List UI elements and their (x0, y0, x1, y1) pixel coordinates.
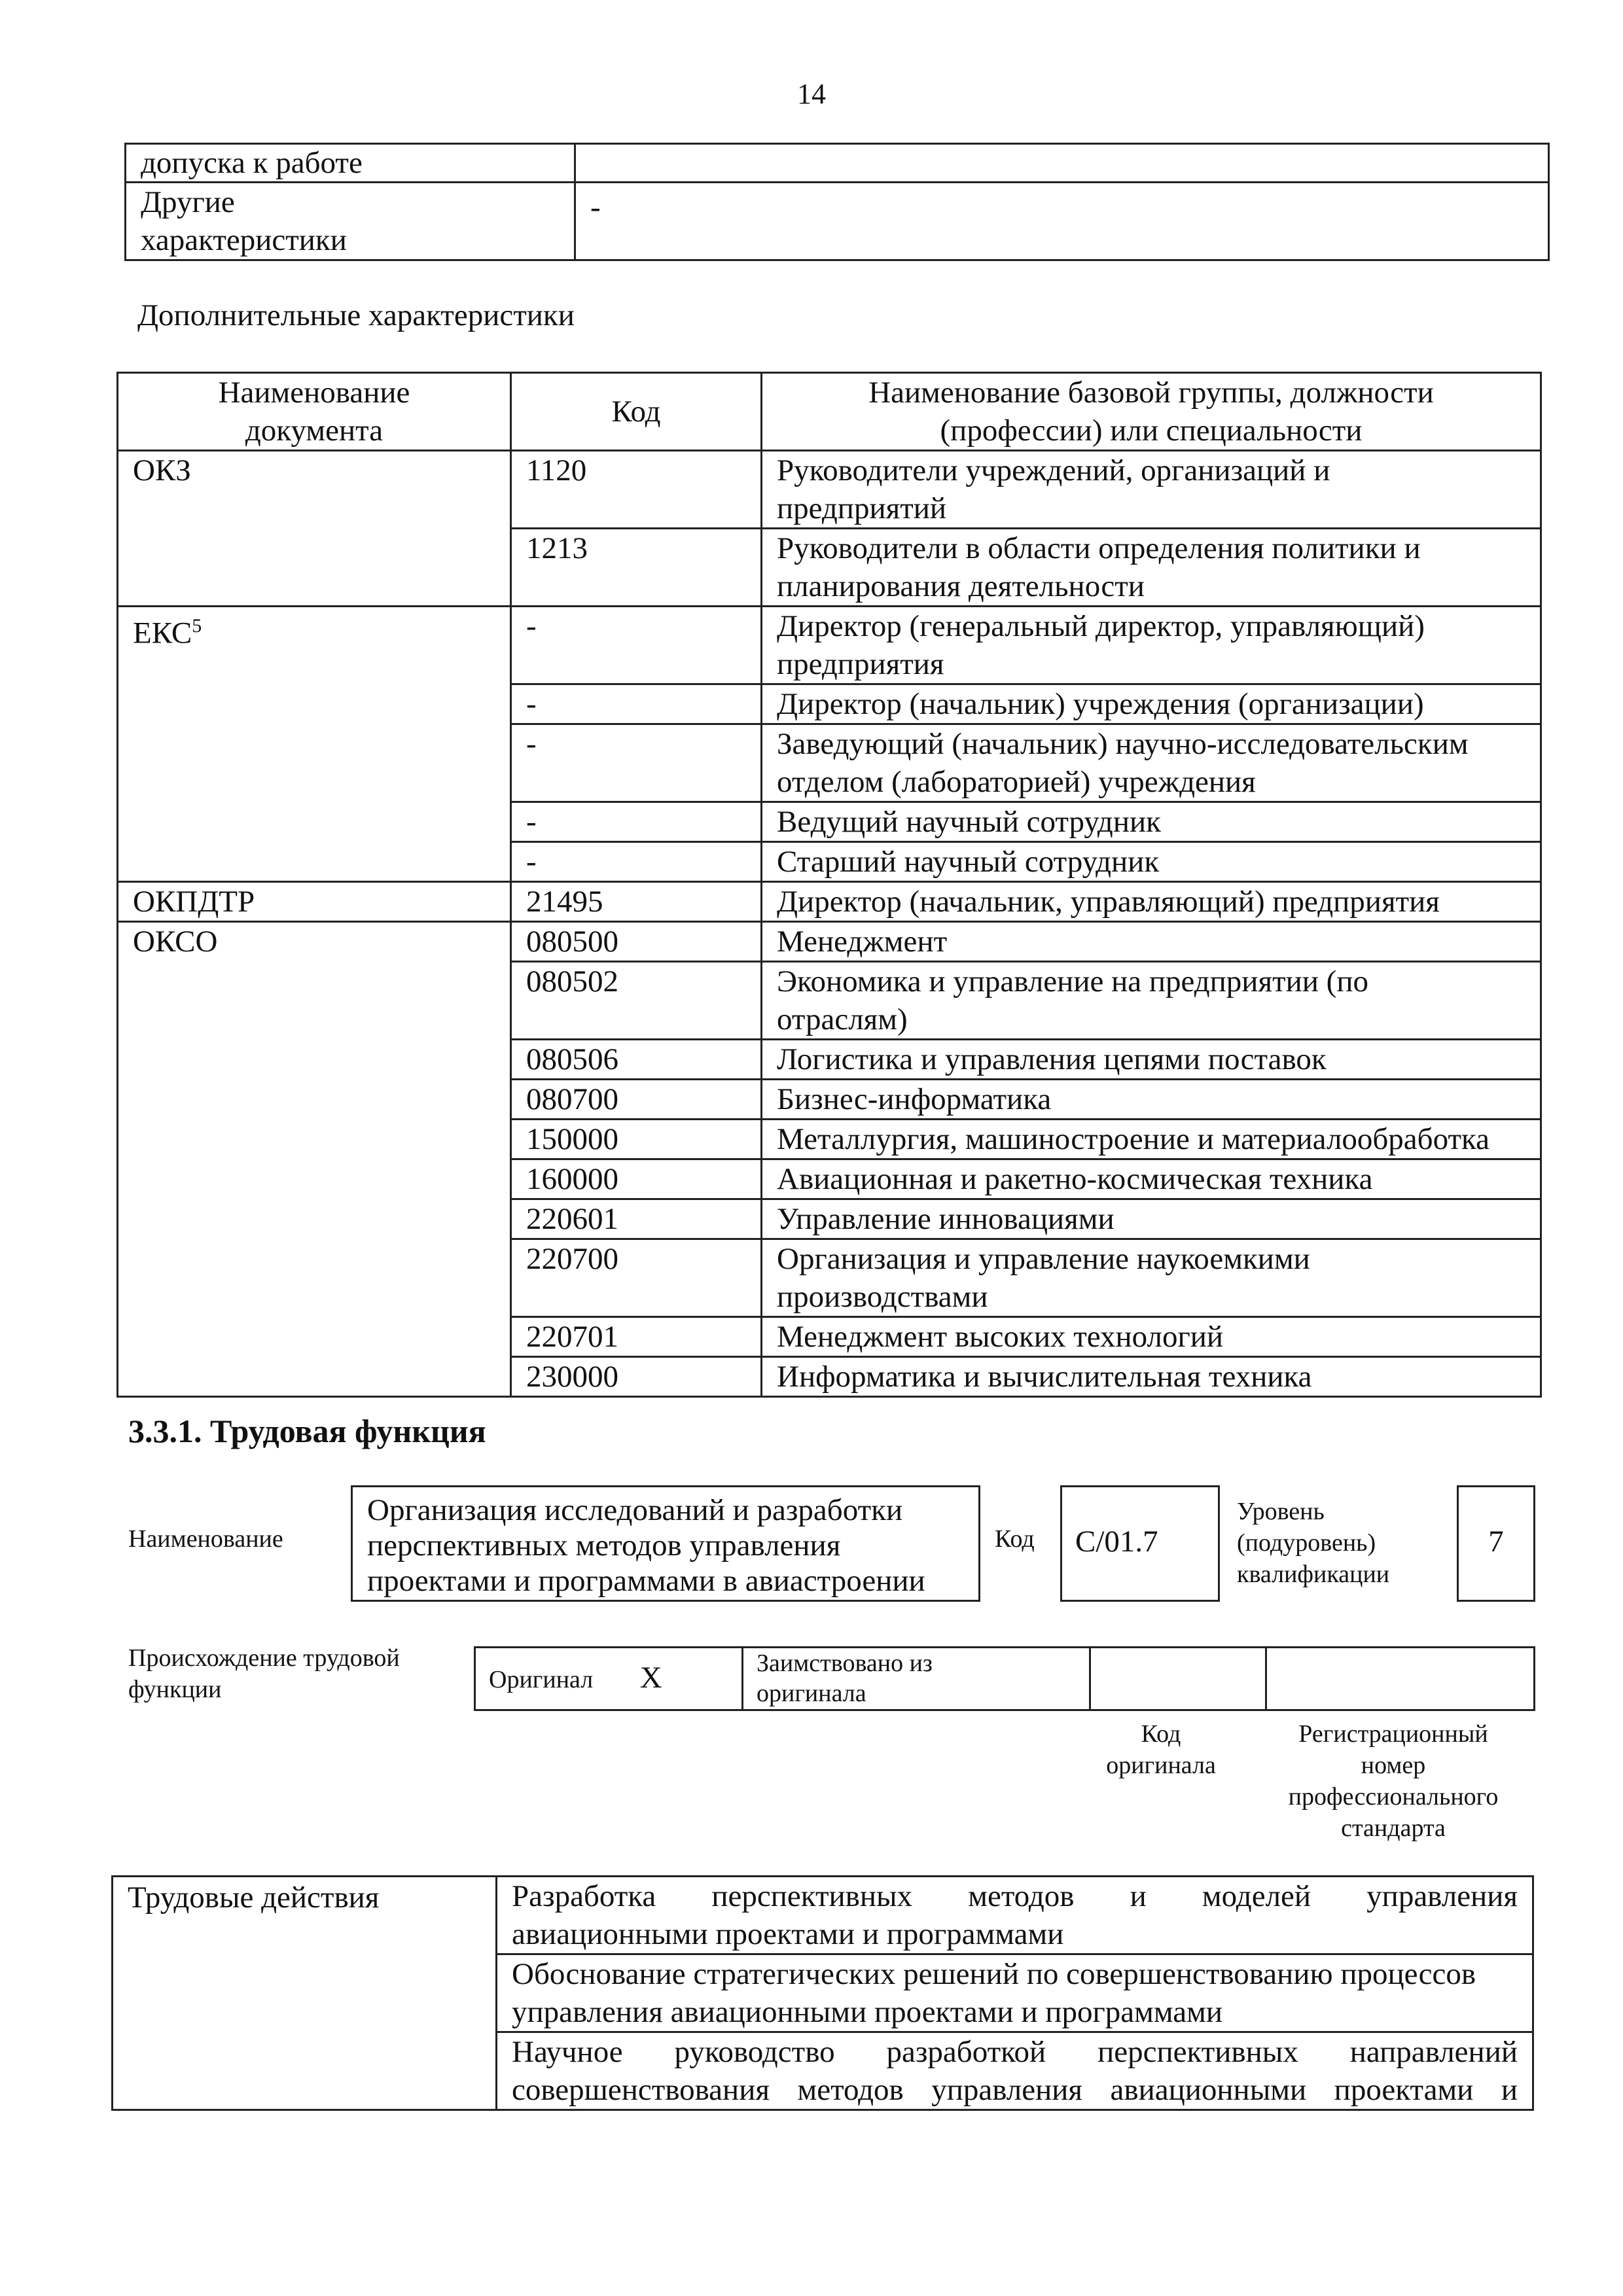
table-row: - Заведующий (начальник) научно-исследовательским отделом (лабораторией) учреждения (118, 724, 1541, 802)
table-row: - Старший научный сотрудник (118, 842, 1541, 882)
level-value-box: 7 (1457, 1485, 1535, 1602)
table-row: ОКЗ 1120 Руководители учреждений, организаций и предприятий (118, 451, 1541, 529)
table-row: 160000 Авиационная и ракетно-космическая техника (118, 1159, 1541, 1199)
code-original-caption: Код оригинала (1106, 1720, 1216, 1779)
doc-cell: ОКЗ (118, 451, 511, 607)
table-row: Научное руководство разработкой перспективных направлений совершенствования методов управления авиационными проектами и (113, 2032, 1533, 2110)
table-row: ОКСО 080500 Менеджмент (118, 922, 1541, 962)
code-label: Код (995, 1525, 1035, 1553)
doc-cell: ОКПДТР (118, 882, 511, 922)
table-row: 220700 Организация и управление наукоемкими производствами (118, 1239, 1541, 1317)
table-header: Наименование документа Код Наименование базовой группы, должности (профессии) или специальности (118, 373, 1541, 451)
table-row: - Ведущий научный сотрудник (118, 802, 1541, 842)
cell-label: Другие характеристики (126, 183, 575, 260)
page-number: 14 (797, 78, 826, 110)
code-value-box: C/01.7 (1060, 1485, 1220, 1602)
function-heading: 3.3.1. Трудовая функция (128, 1413, 486, 1449)
doc-cell: ЕКС$^5$ (118, 607, 511, 882)
actions-table (111, 1875, 1534, 2111)
classification-table (116, 372, 1542, 1398)
table-row: ОКПДТР 21495 Директор (начальник, управляющий) предприятия (118, 882, 1541, 922)
table-row: Трудовые действия Разработка перспективных методов и моделей управления авиационными проектами и программами (113, 1877, 1533, 1954)
table-row: 1213 Руководители в области определения политики и планирования деятельности (118, 529, 1541, 607)
table-row: 220701 Менеджмент высоких технологий (118, 1317, 1541, 1357)
table-row: Обоснование стратегических решений по совершенствованию процессов управления авиационными проектами и программами (113, 1954, 1533, 2032)
level-label: Уровень (подуровень) квалификации (1237, 1498, 1390, 1588)
table-row: 080700 Бизнес-информатика (118, 1080, 1541, 1120)
borrowed-cell: Заимствовано из оригинала (743, 1648, 1090, 1710)
original-mark: X (639, 1661, 662, 1695)
reg-number-caption: Регистрационный номер профессионального стандарта (1288, 1720, 1499, 1842)
origin-table (474, 1646, 1535, 1711)
cell-value: - (575, 183, 1549, 260)
reg-number-cell (1266, 1648, 1535, 1710)
actions-label: Трудовые действия (113, 1877, 497, 2110)
table-row: - Директор (начальник) учреждения (организации) (118, 684, 1541, 724)
doc-cell: ОКСО (118, 922, 511, 1397)
table-row: 080506 Логистика и управления цепями поставок (118, 1040, 1541, 1080)
section-heading: Дополнительные характеристики (137, 298, 575, 332)
cell-value (575, 144, 1549, 183)
table-row: ЕКС$^5$ - Директор (генеральный директор, управляющий) предприятия (118, 607, 1541, 684)
table-row: 150000 Металлургия, машиностроение и материалообработка (118, 1120, 1541, 1159)
table-row: 230000 Информатика и вычислительная техника (118, 1357, 1541, 1397)
name-label: Наименование (128, 1525, 283, 1553)
top-table (124, 143, 1550, 261)
table-row: 080502 Экономика и управление на предприятии (по отраслям) (118, 962, 1541, 1040)
cell-label: допуска к работе (126, 144, 575, 183)
origin-label: Происхождение трудовой функции (128, 1644, 400, 1703)
code-original-cell (1090, 1648, 1266, 1710)
function-name-box: Организация исследований и разработки перспективных методов управления проектами и программами в авиастроении (351, 1485, 980, 1602)
original-label: Оригинал (489, 1666, 594, 1693)
table-row: 220601 Управление инновациями (118, 1199, 1541, 1239)
